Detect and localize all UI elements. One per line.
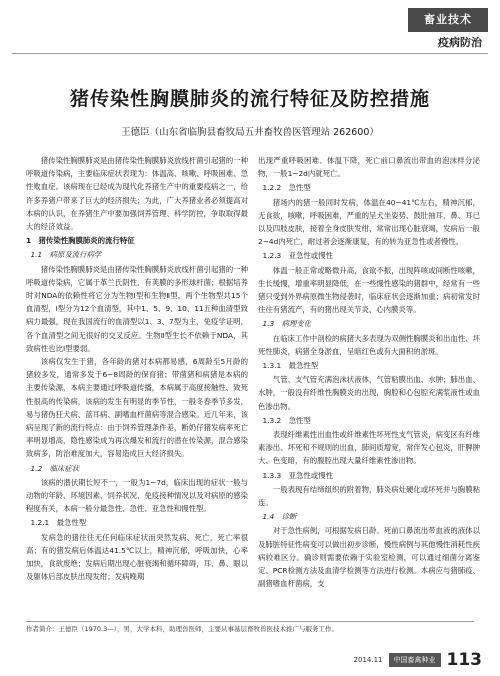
paragraph: 表现纤维素性出血性或纤维素性坏死性支气管炎，病变区有纤维素渗出、坏死和不规则的出血，肺间质增宽，常伴发心包炎，肝脾肿大、色变暗，有的腹腔出现大量纤维素性渗出物。: [258, 430, 480, 466]
paragraph: 该病的潜伏期长短不一，一般为1~7d，临床出现的症状一般与动物的年龄、环境因素、饲养状况、免疫接种情况以及对病原的感染程度有关，本病一般分最急性、急性、亚急性和慢性型。: [26, 477, 248, 514]
section-label: 畜业技术: [408, 8, 488, 32]
paragraph: 出现严重呼吸困难、体温下降，死亡前口鼻流出带血的泡沫样分泌物，一般1~2d内就死亡。: [258, 156, 480, 179]
paragraph: 对于急性病例，可根据发病日龄、死前口鼻流出带血液的液体以及肺脏特征性病变可以做出初步诊断，慢性病例与其他慢性消耗性疾病较难区分。确诊则需要依赖于实验室检测，可以通过细菌分离鉴定、PCR检测方法及血清学检测等方法进行检测。本病应与猪肺疫、副猪嗜血杆菌病，支: [258, 526, 480, 589]
section-heading: 1.2 临床症状: [30, 463, 80, 473]
article-title: 猪传染性胸膜肺炎的流行特征及防控措施: [69, 88, 430, 110]
paragraph: 猪传染性胸膜肺炎是由猪传染性胸膜肺炎放线杆菌引起猪的一种呼吸道传染病，它属于革兰氏阴性、有荚膜的多形球杆菌；根据培养时对NDA的依赖性将它分为生物Ⅰ型和生物Ⅱ型，两个生物型共15个血清型，Ⅰ型分为12个血清型，其中1、5、9、10、11五种血清型致病力最强，现在我国流行的血清型以1、3、7型为主，免疫学证明，各个血清型之间无很好的交叉反应。生物Ⅱ型生长不依赖于NDA，其致病性也比Ⅰ型要弱。: [26, 264, 248, 353]
section-heading: 1.3.3 亚急性或慢性: [262, 470, 333, 480]
author-footnote: 作者简介：王德臣（1970.3—），男，大学本科，助理兽医师，主要从事基层畜牧兽医技术推广与服务工作。: [26, 625, 338, 633]
paragraph: 一般表现有结缔组织的附着物，肺炎病灶硬化或坏死并与胸膜粘连。: [258, 484, 480, 508]
section-heading: 1.1 病原及流行病学: [30, 250, 102, 260]
paragraph: 猪传染性胸膜肺炎是由猪传染性胸膜肺炎放线杆菌引起猪的一种呼吸道传染病，主要临床症状表现为：体温高、咳嗽、呼吸困难、急性败血症。该病现在已经成为现代化养猪生产中的重要疫病之一，给许多养猪户带来了巨大的经济损失；为此，广大养猪业者必须提高对本病的认识，在养猪生产中要加强饲养管理、科学防控，争取取得最大的经济效益。: [26, 156, 248, 232]
header-divider: [12, 53, 488, 54]
paragraph: 猪场内的猪一般同时发病，体温在40~41℃左右，精神沉郁，无食欲，咳嗽，呼吸困难，严重的呈犬坐姿势，鼓肚抽耳，鼻、耳已以及四肢皮肤，接着全身皮肤发绀，常常出现心脏衰竭，发病后一般2~4d内死亡，耐过者会逐渐康复，有的转为亚急性或者慢性。: [258, 197, 480, 247]
section-heading: 1.3 病理变化: [262, 319, 312, 329]
paragraph: 体温一般正常或略微升高，食欲不振，出现阵咳或间断性咳嗽，生长缓慢，增重率明显降低，在一些慢性感染的猪群中，经常有一些猪只受到外界病原微生物侵袭时，临床症状会逐渐加重；病初常发时往往有猪流产，有的猪出现关节炎、心内膜炎等。: [258, 265, 480, 315]
section-heading: 1.2.3 亚急性或慢性: [262, 251, 333, 261]
section-heading: 1.4 诊断: [262, 512, 297, 522]
paragraph: 在临床工作中剖检的病猪大多表现为双侧性胸膜炎和出血性、坏死性肺炎，病猪全身淤血，呈暗红色或有大面积的淤斑。: [258, 333, 480, 356]
subsection-label: 疫病防治: [438, 36, 482, 49]
author-line: 王德臣（山东省临朐县畜牧局五井畜牧兽医管理站 262600）: [121, 127, 379, 138]
page-number: 113: [446, 650, 482, 670]
left-column: [26, 154, 248, 584]
section-heading: 1.2.2 急性型: [262, 183, 311, 193]
paragraph: 该病仅发生于猪，各年龄的猪对本病都易感，6周龄至5月龄的猪较多发，通常多发于6~8周龄的保育猪；带菌猪和病猪是本病的主要传染源，本病主要通过呼吸道传播，本病属于高度接触性、致死性很高的传染病，该病的发生有明显的季节性，一般冬春季节多发，易与猪伪狂犬病、蓝耳病、副嗜血杆菌病等混合感染。近几年来，该病呈现了新的流行特点：由于饲养管理条件差，断奶仔猪发病率死亡率明显增高，隐性感染成为再次爆发和流行的潜在传染源，混合感染致病多，防治难度加大，容易造成巨大经济损失。: [26, 357, 248, 459]
section-heading: 1.2.1 最急性型: [30, 518, 87, 528]
section-heading: 1.3.2 急性型: [262, 415, 311, 425]
paragraph: 发病急的猪往往无任何临床症状而突然发病、死亡，死亡率很高；有的猪发病后体温达41.5℃以上，精神沉郁，呼吸加快，心率加快，食欲废绝；发病后期出现心脏衰竭和循环障碍，耳、鼻、眼以及躯体后部皮肤出现发绀；发病晚期: [26, 532, 248, 582]
section-heading: 1.3.1 最急性型: [262, 361, 319, 371]
paragraph: 气管、支气管充满泡沫状液体，气管粘膜出血、水肿；肺出血、水肿，一般没有纤维性胸膜炎的出现，胸腔和心包腔充满浆液性或血色渗出物。: [258, 375, 480, 411]
journal-name: 中国畜禽种业: [389, 653, 441, 667]
page-footer: [354, 650, 482, 670]
right-column: [258, 154, 480, 591]
footnote-divider: [26, 621, 474, 622]
issue-date: 2014.11: [353, 656, 383, 664]
section-heading: 1 猪传染性胸膜肺炎的流行特征: [26, 236, 135, 246]
